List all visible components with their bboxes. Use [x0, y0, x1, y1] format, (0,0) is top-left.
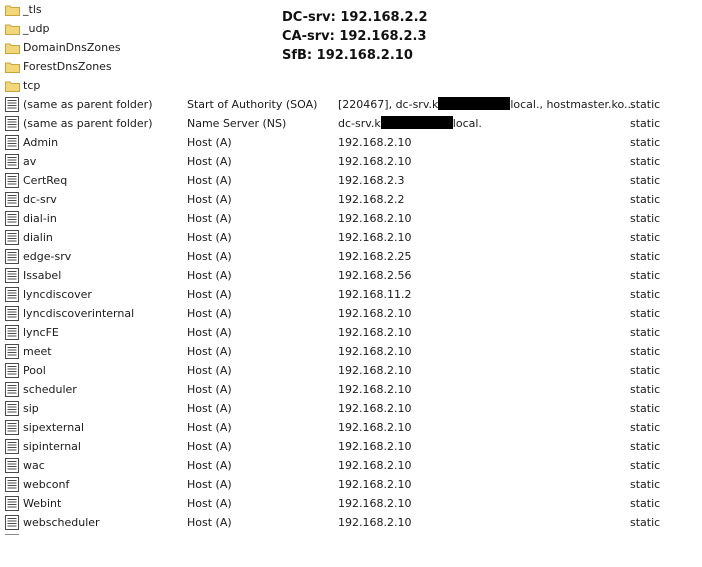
record-name: sipinternal	[23, 440, 81, 453]
dns-record-icon	[5, 496, 19, 511]
record-timestamp: static	[630, 212, 661, 225]
record-timestamp: static	[630, 98, 661, 111]
folder-icon	[5, 80, 20, 92]
record-data: 192.168.2.10	[338, 421, 412, 434]
folder-name: _udp	[23, 22, 50, 35]
dns-record-icon	[5, 211, 19, 226]
record-name: (same as parent folder)	[23, 98, 153, 111]
dns-record-icon	[5, 116, 19, 131]
record-timestamp: static	[630, 516, 661, 529]
annotation-line-ca: CA-srv: 192.168.2.3	[282, 29, 427, 44]
record-data	[338, 114, 620, 133]
record-name: Admin	[23, 136, 59, 149]
folder-icon	[5, 4, 20, 16]
record-timestamp: static	[630, 383, 661, 396]
dns-record-icon	[5, 306, 19, 321]
record-name: Issabel	[23, 269, 62, 282]
dns-record-icon	[5, 287, 19, 302]
record-data: 192.168.2.10	[338, 497, 412, 510]
table-row[interactable]	[0, 266, 702, 285]
table-row[interactable]	[0, 228, 702, 247]
table-row[interactable]	[0, 95, 702, 114]
folder-icon	[5, 42, 20, 54]
record-data: 192.168.2.10	[338, 307, 412, 320]
dns-record-icon	[5, 268, 19, 283]
dns-record-icon	[5, 420, 19, 435]
record-type: Host (A)	[187, 364, 232, 377]
table-row[interactable]	[0, 513, 702, 532]
record-data: 192.168.2.10	[338, 516, 412, 529]
table-row[interactable]	[0, 418, 702, 437]
dns-record-icon	[5, 458, 19, 473]
table-row[interactable]	[0, 399, 702, 418]
record-name: Pool	[23, 364, 46, 377]
record-name: lyncdiscover	[23, 288, 92, 301]
dns-record-icon	[5, 154, 19, 169]
table-row[interactable]	[0, 190, 702, 209]
table-row[interactable]	[0, 437, 702, 456]
record-type: Host (A)	[187, 288, 232, 301]
record-data-suffix: local., hostmaster.ko...	[510, 98, 635, 111]
record-timestamp: static	[630, 288, 661, 301]
record-type: Host (A)	[187, 155, 232, 168]
dns-record-icon	[5, 192, 19, 207]
record-type: Name Server (NS)	[187, 117, 287, 130]
table-row[interactable]	[0, 475, 702, 494]
folder-row[interactable]	[0, 19, 702, 38]
record-timestamp: static	[630, 307, 661, 320]
table-row[interactable]	[0, 285, 702, 304]
record-type: Host (A)	[187, 478, 232, 491]
record-data: 192.168.2.10	[338, 364, 412, 377]
record-name: lyncdiscoverinternal	[23, 307, 135, 320]
table-row[interactable]	[0, 361, 702, 380]
record-timestamp: static	[630, 459, 661, 472]
table-row[interactable]	[0, 209, 702, 228]
dns-record-icon	[5, 135, 19, 150]
folder-row[interactable]	[0, 57, 702, 76]
record-timestamp: static	[630, 117, 661, 130]
record-data: 192.168.2.10	[338, 345, 412, 358]
table-row[interactable]	[0, 247, 702, 266]
record-data: 192.168.2.10	[338, 212, 412, 225]
record-timestamp: static	[630, 250, 661, 263]
record-data: 192.168.2.56	[338, 269, 412, 282]
dns-record-icon	[5, 230, 19, 245]
record-name: wac	[23, 459, 45, 472]
dns-record-icon	[5, 325, 19, 340]
table-row[interactable]	[0, 494, 702, 513]
table-row[interactable]	[0, 456, 702, 475]
record-name: Webint	[23, 497, 62, 510]
record-type: Host (A)	[187, 440, 232, 453]
record-type: Host (A)	[187, 250, 232, 263]
dns-record-icon	[5, 363, 19, 378]
dns-record-icon	[5, 249, 19, 264]
record-timestamp: static	[630, 231, 661, 244]
record-data: 192.168.2.2	[338, 193, 405, 206]
folder-row[interactable]	[0, 76, 702, 95]
record-type: Host (A)	[187, 421, 232, 434]
record-type: Host (A)	[187, 231, 232, 244]
record-name: sipexternal	[23, 421, 85, 434]
record-name: CertReq	[23, 174, 68, 187]
record-type: Start of Authority (SOA)	[187, 98, 318, 111]
record-data: 192.168.11.2	[338, 288, 412, 301]
record-name: webscheduler	[23, 516, 100, 529]
record-type: Host (A)	[187, 497, 232, 510]
record-type: Host (A)	[187, 326, 232, 339]
record-name: dc-srv	[23, 193, 57, 206]
record-type: Host (A)	[187, 193, 232, 206]
record-data-suffix: local.	[452, 117, 482, 130]
partial-row-edge	[5, 534, 19, 538]
record-timestamp: static	[630, 269, 661, 282]
table-row[interactable]	[0, 323, 702, 342]
record-type: Host (A)	[187, 136, 232, 149]
record-data: 192.168.2.10	[338, 383, 412, 396]
redaction-bar	[381, 116, 453, 129]
folder-name: ForestDnsZones	[23, 60, 112, 73]
dns-record-icon	[5, 439, 19, 454]
record-type: Host (A)	[187, 269, 232, 282]
record-data: 192.168.2.10	[338, 155, 412, 168]
dns-record-icon	[5, 97, 19, 112]
record-data: 192.168.2.10	[338, 231, 412, 244]
folder-name: _tls	[23, 3, 42, 16]
record-timestamp: static	[630, 478, 661, 491]
folder-name: DomainDnsZones	[23, 41, 121, 54]
table-row[interactable]	[0, 380, 702, 399]
record-timestamp: static	[630, 136, 661, 149]
table-row[interactable]	[0, 133, 702, 152]
folder-row[interactable]	[0, 38, 702, 57]
record-data: 192.168.2.25	[338, 250, 412, 263]
record-type: Host (A)	[187, 174, 232, 187]
record-data: 192.168.2.3	[338, 174, 405, 187]
record-timestamp: static	[630, 497, 661, 510]
record-timestamp: static	[630, 345, 661, 358]
record-timestamp: static	[630, 155, 661, 168]
record-name: dialin	[23, 231, 53, 244]
record-timestamp: static	[630, 421, 661, 434]
record-name: webconf	[23, 478, 70, 491]
record-data	[338, 95, 635, 114]
record-type: Host (A)	[187, 459, 232, 472]
folder-icon	[5, 23, 20, 35]
record-type: Host (A)	[187, 307, 232, 320]
record-type: Host (A)	[187, 402, 232, 415]
record-timestamp: static	[630, 440, 661, 453]
folder-name: tcp	[23, 79, 41, 92]
record-name: dial-in	[23, 212, 57, 225]
annotation-line-dc: DC-srv: 192.168.2.2	[282, 10, 428, 25]
record-data: 192.168.2.10	[338, 478, 412, 491]
table-row[interactable]	[0, 304, 702, 323]
dns-record-icon	[5, 344, 19, 359]
record-type: Host (A)	[187, 212, 232, 225]
dns-record-icon	[5, 382, 19, 397]
table-row[interactable]	[0, 171, 702, 190]
record-name: scheduler	[23, 383, 77, 396]
record-timestamp: static	[630, 193, 661, 206]
dns-record-icon	[5, 173, 19, 188]
record-name: (same as parent folder)	[23, 117, 153, 130]
record-data: 192.168.2.10	[338, 459, 412, 472]
record-timestamp: static	[630, 402, 661, 415]
record-data: 192.168.2.10	[338, 136, 412, 149]
record-name: edge-srv	[23, 250, 72, 263]
record-data-prefix: [220467], dc-srv.k	[338, 98, 439, 111]
record-data: 192.168.2.10	[338, 402, 412, 415]
dns-record-icon	[5, 401, 19, 416]
annotation-line-sfb: SfB: 192.168.2.10	[282, 48, 413, 63]
dns-record-icon	[5, 515, 19, 530]
record-name: av	[23, 155, 37, 168]
folder-icon	[5, 61, 20, 73]
table-row[interactable]	[0, 152, 702, 171]
record-type: Host (A)	[187, 516, 232, 529]
record-type: Host (A)	[187, 383, 232, 396]
record-type: Host (A)	[187, 345, 232, 358]
redaction-bar	[438, 97, 510, 110]
record-timestamp: static	[630, 174, 661, 187]
record-data-prefix: dc-srv.k	[338, 117, 381, 130]
record-data: 192.168.2.10	[338, 326, 412, 339]
table-row[interactable]	[0, 342, 702, 361]
folder-row[interactable]	[0, 0, 702, 19]
record-timestamp: static	[630, 326, 661, 339]
record-name: lyncFE	[23, 326, 59, 339]
table-row[interactable]	[0, 114, 702, 133]
dns-record-icon	[5, 477, 19, 492]
record-name: meet	[23, 345, 52, 358]
record-name: sip	[23, 402, 39, 415]
record-data: 192.168.2.10	[338, 440, 412, 453]
record-timestamp: static	[630, 364, 661, 377]
